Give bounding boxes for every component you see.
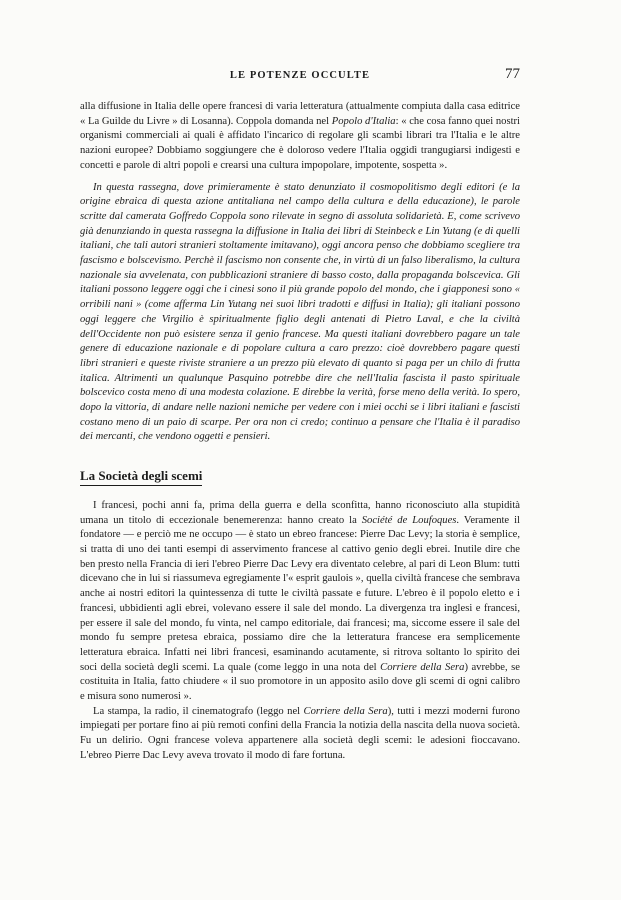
paragraph-4-b: ), tutti i mezzi moderni furono impiegati per portare fino ai più remoti confini della Francia la notizia della nascita della nuova società. Fu un delirio. Ogni francese voleva appartenere alla società degli scemi: le adesioni fioccavano. L'ebreo Pierre Dac Levy aveva trovato il modo di fare fortuna. xyxy=(80,705,520,761)
paragraph-3 xyxy=(80,499,520,705)
paragraph-1-quote: : « che cosa fanno quei nostri organismi commerciali ai quali è affidato l'incarico di regolare gli scambi librari tra l'Italia e le altre nazioni europee? Dobbiamo soggiungere che è doloroso vedere l'Italia oggidì trangugiarsi indigesti e concetti e parole di altri popoli e crearsi una cultura impopolare, impotente, sospetta ». xyxy=(80,115,520,171)
paragraph-1 xyxy=(80,100,520,174)
paragraph-4 xyxy=(80,705,520,764)
running-title: LE POTENZE OCCULTE xyxy=(229,70,371,81)
paragraph-3-newspaper-title: Corriere della Sera xyxy=(380,661,465,673)
paragraph-1-newspaper-title: Popolo d'Italia xyxy=(331,115,396,127)
paragraph-1-text: alla diffusione in Italia delle opere francesi di varia letteratura (attualmente compiuta dalla casa editrice « La Guilde du Livre » di Losanna). Coppola domanda nel xyxy=(80,101,520,127)
paragraph-3-c: ) avrebbe, se costituita in Italia, fatto chiudere « il suo promotore in un apposito asilo dove gli scemi di ogni calibro e misura sono numerosi ». xyxy=(80,661,520,703)
page-header xyxy=(80,66,520,86)
paragraph-4-newspaper-title: Corriere della Sera xyxy=(303,705,388,717)
paragraph-4-a: La stampa, la radio, il cinematografo (leggo nel xyxy=(93,705,304,717)
section-heading: La Società degli scemi xyxy=(80,469,202,486)
paragraph-3-a: I francesi, pochi anni fa, prima della guerra e della sconfitta, hanno riconosciuto alla stupidità umana un titolo di eccezionale benemerenza: hanno creato la xyxy=(80,499,520,526)
paragraph-2-italic: In questa rassegna, dove primieramente è stato denunziato il cosmopolitismo degli editori (e la origine ebraica di questa azione antitaliana nel campo della cultura e della educazione), le parole scritte dal camerata Goffredo Coppola sono rilevate in segno di assoluta solidarietà. E, come scrivevo già denunziando in questa rassegna la diffusione in Italia dei libri di Steinbeck e Lin Yutang (e di quelli italiani, che tali autori stranieri stoltamente imitavano), oggi ancora penso che dobbiamo scegliere tra fascismo e bolscevismo. Perchè il fascismo non consente che, in virtù di un falso liberalismo, la cultura nazionale sia avvelenata, con pubblicazioni straniere di basso costo, dalla propaganda bolscevica. Gli italiani possono leggere oggi che i cinesi sono il più grande popolo del mondo, che i giapponesi sono « orribili nani » (come afferma Lin Yutang nei suoi libri tradotti e diffusi in Italia); gli italiani possono oggi leggere che Virgilio è spiritualmente figlio degli antenati di Pietro Laval, e che la civiltà dell'Occidente non può esistere senza il genio francese. Ma questi italiani dovrebbero pagare un tale genere di educazione nazionale e di popolare cultura a caro prezzo: cioè dovrebbero pagare questi libri stranieri e queste riviste straniere a un prezzo più elevato di quanto si paga per un chilo di frutta italica. Altrimenti un qualunque Pasquino potrebbe dire che nell'Italia fascista il pasto spirituale bolscevico costa meno di una modesta colazione. E direbbe la verità, forse meno della verità. Io spero, dopo la vittoria, di andare nelle nazioni nemiche per vedere con i miei occhi se i libri italiani e fascisti costano meno di un paio di scarpe. Per ora non ci credo; continuo a pensare che l'Italia è il paradiso dei mercanti, che vendono oggetti e pensieri. xyxy=(80,181,520,443)
paragraph-3-b: . Veramente il fondatore — e perciò me ne occupo — è stato un ebreo francese: Pierre Dac Levy; la storia è semplice, si tratta di uno dei tanti esempi di asservimento francese al cattivo genio degli ebrei. Inutile dire che ben presto nella Francia di ieri l'ebreo Pierre Dac Levy era diventato celebre, al pari di Leon Blum: tutti dicevano che in lui si riassumeva egregiamente l'« esprit gaulois », quella civiltà francese che sembrava anche ai nostri editori la quintessenza di tutte le civiltà passate e future. L'ebreo è il popolo eletto e i francesi, ubbidienti agli ebrei, volevano essere il sale del mondo. La divergenza tra inglesi e francesi, per essere il sale del mondo, fu vinta, nel campo editoriale, dai francesi; ma, siccome essere il sale del mondo fu sempre pretesa ebraica, possiamo dire che la letteratura francese era semplicemente letteratura ebraica. Infatti nei libri francesi, esaminando acutamente, si ritrova soltanto lo spirito dei soci della società degli scemi. La quale (come leggo in una nota del xyxy=(80,514,520,673)
page-number: 77 xyxy=(505,66,520,82)
body-text xyxy=(80,100,520,764)
paragraph-3-society-name: Société de Loufoques xyxy=(361,514,457,526)
